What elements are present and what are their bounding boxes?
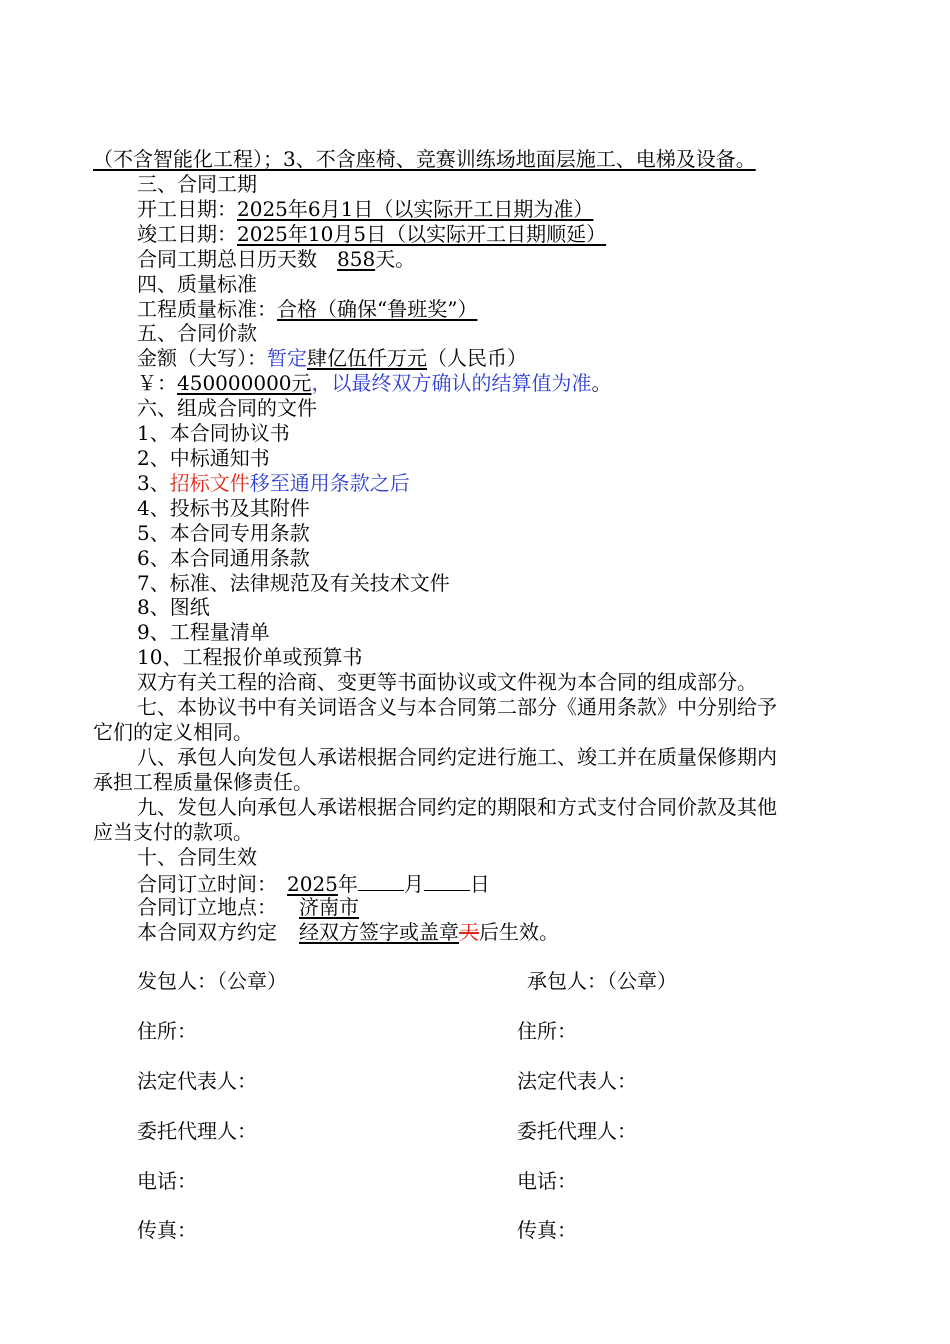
- quality-label: 工程质量标准：: [137, 297, 277, 321]
- sign-time-month-unit: 月: [403, 872, 424, 896]
- quality-line: [137, 297, 491, 322]
- amount-suffix: （人民币）: [427, 346, 527, 370]
- section8-line2: 承担工程质量保修责任。: [93, 770, 313, 794]
- sign-time-day-unit: 日: [469, 872, 490, 896]
- end-date-line: [137, 222, 606, 247]
- section5-title: 五、合同价款: [137, 321, 257, 345]
- contractor-fax: 传真：: [517, 1218, 577, 1242]
- doc-item: 10、工程报价单或预算书: [137, 645, 363, 669]
- yen-end: 。: [591, 371, 612, 395]
- amount-words: 肆亿伍仟万元: [307, 346, 427, 370]
- doc-item: 5、本合同专用条款: [137, 521, 310, 545]
- sign-time-day-blank: [424, 870, 470, 891]
- total-days-line: [137, 247, 415, 272]
- total-days-value: 858: [337, 247, 376, 271]
- doc-item: 4、投标书及其附件: [137, 496, 310, 520]
- scope-line: （不含智能化工程）；3、不含座椅、竞赛训练场地面层施工、电梯及设备。: [93, 147, 756, 171]
- yen-label: ￥：: [137, 371, 177, 395]
- sign-time-year: 2025: [287, 872, 338, 896]
- amount-prefix: 暂定: [267, 346, 307, 370]
- section9-line2: 应当支付的款项。: [93, 820, 253, 844]
- contractor-agent: 委托代理人：: [517, 1119, 637, 1143]
- section6-closing: 双方有关工程的洽商、变更等书面协议或文件视为本合同的组成部分。: [137, 670, 757, 694]
- amount-label: 金额（大写）：: [137, 346, 267, 370]
- employer-party: 发包人：（公章）: [137, 969, 287, 993]
- sign-time-month-blank: [358, 870, 404, 891]
- doc-item: 2、中标通知书: [137, 446, 270, 470]
- doc-item: 9、工程量清单: [137, 620, 270, 644]
- effect-label: 本合同双方约定: [137, 920, 277, 944]
- doc-item: 8、图纸: [137, 595, 210, 619]
- doc-item: 7、标准、法律规范及有关技术文件: [137, 571, 450, 595]
- section10-title: 十、合同生效: [137, 845, 257, 869]
- section9-line1: 九、发包人向承包人承诺根据合同约定的期限和方式支付合同价款及其他: [137, 795, 777, 819]
- yen-note: ，以最终双方确认的结算值为准: [311, 371, 592, 395]
- sign-time-line: [137, 870, 490, 897]
- section3-title: 三、合同工期: [137, 172, 257, 196]
- section7-line2: 它们的定义相同。: [93, 720, 253, 744]
- section6-title: 六、组成合同的文件: [137, 396, 317, 420]
- contractor-rep: 法定代表人：: [517, 1069, 637, 1093]
- total-days-label: 合同工期总日历天数: [137, 247, 317, 271]
- sign-place-value: 济南市: [299, 895, 359, 919]
- effect-value: 经双方签字或盖章: [299, 920, 459, 944]
- quality-value: 合格（确保“鲁班奖”）: [277, 297, 478, 321]
- sign-place-label: 合同订立地点：: [137, 895, 277, 919]
- employer-rep: 法定代表人：: [137, 1069, 257, 1093]
- contractor-phone: 电话：: [517, 1169, 577, 1193]
- employer-fax: 传真：: [137, 1218, 197, 1242]
- start-date-value: 2025年6月1日（以实际开工日期为准）: [237, 197, 594, 221]
- section4-title: 四、质量标准: [137, 272, 257, 296]
- end-date-label: 竣工日期：: [137, 222, 237, 246]
- doc-item: 6、本合同通用条款: [137, 546, 310, 570]
- start-date-line: [137, 197, 593, 222]
- employer-phone: 电话：: [137, 1169, 197, 1193]
- amount-figure-line: [137, 371, 612, 396]
- end-date-value: 2025年10月5日（以实际开工日期顺延）: [237, 222, 607, 246]
- contractor-party: 承包人：（公章）: [527, 969, 677, 993]
- sign-time-label: 合同订立时间：: [137, 872, 277, 896]
- doc-item-3-num: 3、: [137, 471, 170, 495]
- effect-end: 后生效。: [479, 920, 559, 944]
- section8-line1: 八、承包人向发包人承诺根据合同约定进行施工、竣工并在质量保修期内: [137, 745, 777, 769]
- yen-value: 450000000元: [177, 371, 312, 395]
- employer-agent: 委托代理人：: [137, 1119, 257, 1143]
- section7-line1: 七、本协议书中有关词语含义与本合同第二部分《通用条款》中分别给予: [137, 695, 777, 719]
- doc-item-3: [137, 471, 410, 496]
- sign-time-year-unit: 年: [337, 872, 358, 896]
- sign-place-line: [137, 895, 359, 920]
- doc-item-3-red: 招标文件: [169, 471, 250, 495]
- amount-words-line: [137, 346, 527, 371]
- start-date-label: 开工日期：: [137, 197, 237, 221]
- doc-item-3-blue: 移至通用条款之后: [249, 471, 410, 495]
- doc-item: 1、本合同协议书: [137, 421, 290, 445]
- effect-struck: 天: [459, 920, 479, 944]
- contractor-address: 住所：: [517, 1019, 577, 1043]
- total-days-unit: 天。: [375, 247, 416, 271]
- effect-line: [137, 920, 559, 945]
- employer-address: 住所：: [137, 1019, 197, 1043]
